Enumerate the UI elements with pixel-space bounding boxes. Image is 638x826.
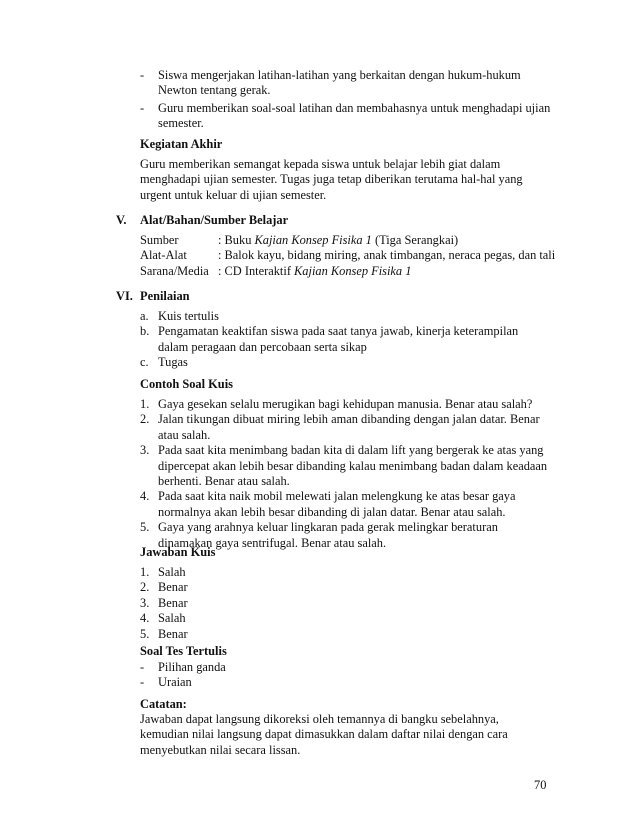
section-vi-title: Penilaian — [140, 289, 190, 303]
list-marker: 2. — [140, 412, 150, 427]
jawaban-list — [140, 565, 550, 642]
list-item — [140, 412, 550, 443]
list-item — [140, 660, 550, 675]
list-item — [140, 309, 550, 324]
contoh-soal-list — [140, 397, 550, 551]
list-item — [140, 596, 550, 611]
bullet-text: Siswa mengerjakan latihan-latihan yang berkaitan dengan hukum-hukum Newton tentang gerak. — [158, 68, 521, 98]
list-text: Jalan tikungan dibuat miring lebih aman dibanding dengan jalan datar. Benar atau salah. — [158, 412, 540, 442]
kegiatan-akhir-text: Guru memberikan semangat kepada siswa untuk belajar lebih giat dalam menghadapi ujian semester. Tugas juga tetap diberikan terutama hal-hal yang urgent untuk keluar di ujian semester. — [140, 157, 523, 202]
list-marker: b. — [140, 324, 150, 339]
list-marker: c. — [140, 355, 149, 370]
list-item — [140, 675, 550, 690]
jawaban-heading: Jawaban Kuis — [140, 545, 216, 559]
list-text: Gaya yang arahnya keluar lingkaran pada gerak melingkar beraturan dinamakan gaya sentrifugal. Benar atau salah. — [158, 520, 498, 550]
list-text: Kuis tertulis — [158, 309, 219, 323]
list-marker: 1. — [140, 397, 150, 411]
penilaian-list — [140, 309, 550, 371]
tools-key: Sarana/Media — [140, 263, 209, 278]
list-text: Pada saat kita naik mobil melewati jalan melengkung ke atas besar gaya normalnya akan lebih besar dibanding di jalan datar. Benar atau salah. — [158, 489, 516, 519]
tools-table — [140, 233, 560, 279]
list-item — [140, 324, 550, 355]
tools-value: : CD Interaktif Kajian Konsep Fisika 1 — [218, 263, 412, 278]
list-text: Tugas — [158, 355, 188, 370]
catatan-text: Jawaban dapat langsung dikoreksi oleh temannya di bangku sebelahnya, kemudian nilai langsung dapat dimasukkan dalam daftar nilai dengan cara menyebutkan nilai secara lissan. — [140, 712, 508, 757]
page-number: 70 — [534, 778, 547, 792]
list-text: Benar — [158, 580, 188, 595]
list-text: Salah — [158, 611, 186, 626]
list-text: Salah — [158, 565, 186, 579]
list-item — [140, 443, 550, 489]
list-text: Pada saat kita menimbang badan kita di dalam lift yang bergerak ke atas yang dipercepat akan lebih besar dibanding kalau menimbang badan dalam keadaan berhenti. Benar atau salah. — [158, 443, 548, 489]
list-marker: 4. — [140, 489, 150, 504]
list-text: Benar — [158, 595, 188, 610]
list-item — [140, 565, 550, 580]
section-v-number: V. — [116, 213, 127, 227]
list-item — [140, 580, 550, 595]
bullet-marker: - — [140, 100, 145, 115]
tools-row — [140, 233, 560, 248]
section-v-title: Alat/Bahan/Sumber Belajar — [140, 213, 289, 227]
list-text: Uraian — [158, 675, 192, 690]
list-item — [140, 355, 550, 370]
tools-row — [140, 248, 560, 263]
list-item — [140, 68, 560, 99]
bullet-text: Guru memberikan soal-soal latihan dan membahasnya untuk menghadapi ujian semester. — [158, 100, 551, 131]
kegiatan-akhir-heading: Kegiatan Akhir — [140, 137, 223, 151]
tools-key: Alat-Alat — [140, 248, 187, 263]
list-marker: 2. — [140, 580, 150, 595]
list-marker: 5. — [140, 520, 150, 535]
list-item — [140, 397, 550, 412]
list-item — [140, 101, 560, 132]
list-item — [140, 627, 550, 642]
list-marker: - — [140, 675, 145, 690]
tools-value: : Buku Kajian Konsep Fisika 1 (Tiga Serangkai) — [218, 233, 459, 247]
list-item — [140, 489, 550, 520]
contoh-soal-heading: Contoh Soal Kuis — [140, 377, 233, 391]
soal-tes-heading: Soal Tes Tertulis — [140, 644, 227, 658]
section-vi-number: VI. — [116, 289, 133, 303]
tools-value: : Balok kayu, bidang miring, anak timbangan, neraca pegas, dan tali — [218, 248, 556, 263]
list-marker: 3. — [140, 595, 150, 610]
catatan-heading: Catatan: — [140, 697, 187, 711]
tools-row — [140, 264, 560, 279]
list-marker: 5. — [140, 626, 150, 641]
bullet-marker: - — [140, 68, 145, 82]
list-marker: a. — [140, 309, 149, 323]
soal-tes-list — [140, 660, 550, 691]
list-text: Pilihan ganda — [158, 660, 226, 674]
list-marker: 4. — [140, 611, 150, 626]
list-marker: - — [140, 660, 145, 674]
list-marker: 1. — [140, 565, 150, 579]
list-item — [140, 611, 550, 626]
list-marker: 3. — [140, 443, 150, 458]
intro-bullet-list — [140, 68, 560, 134]
list-text: Gaya gesekan selalu merugikan bagi kehidupan manusia. Benar atau salah? — [158, 397, 533, 411]
list-text: Pengamatan keaktifan siswa pada saat tanya jawab, kinerja keterampilan dalam peragaan dan percobaan serta sikap — [158, 324, 519, 354]
tools-key: Sumber — [140, 233, 179, 247]
list-text: Benar — [158, 626, 188, 641]
